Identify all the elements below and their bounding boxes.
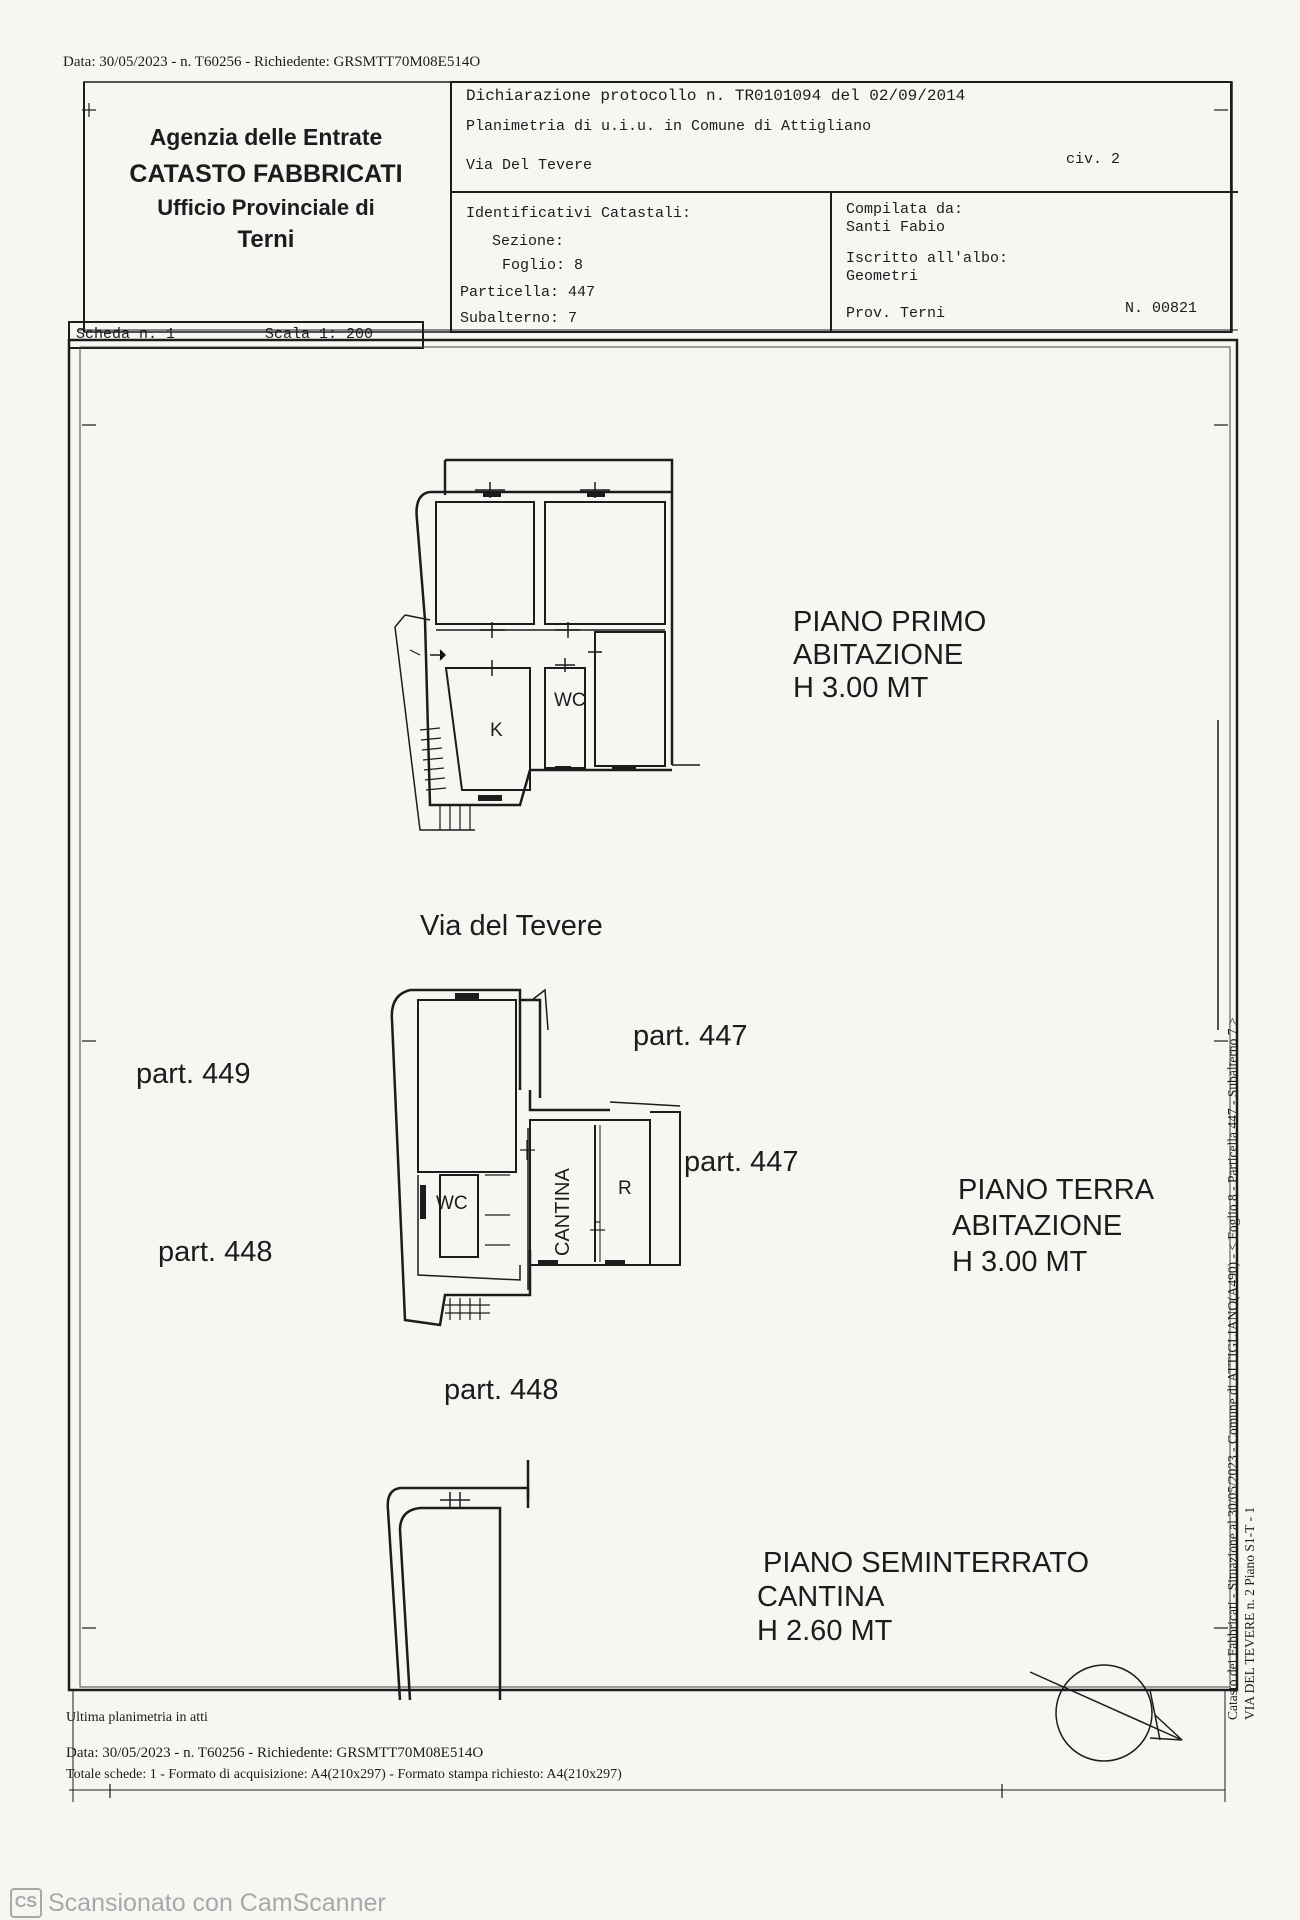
piano-terra-label: PIANO TERRA ABITAZIONE H 3.00 MT bbox=[952, 1174, 1155, 1278]
request-info-line: Data: 30/05/2023 - n. T60256 - Richiedente: GRSMTT70M08E514O bbox=[63, 54, 481, 70]
scheda-label: Scheda n. 1 bbox=[76, 326, 176, 343]
identifiers-title: Identificativi Catastali: bbox=[466, 205, 692, 222]
part-448-left-label: part. 448 bbox=[158, 1236, 273, 1268]
camscanner-logo-icon: CS bbox=[10, 1888, 42, 1918]
part-447-top-label: part. 447 bbox=[633, 1020, 748, 1052]
footer-data-line: Data: 30/05/2023 - n. T60256 - Richiedente: GRSMTT70M08E514O bbox=[66, 1745, 484, 1761]
piano-primo-label: PIANO PRIMO ABITAZIONE H 3.00 MT bbox=[793, 606, 987, 704]
room-r: R bbox=[618, 1178, 632, 1199]
province-field: Prov. Terni bbox=[846, 305, 946, 322]
part-447-mid-label: part. 447 bbox=[684, 1146, 799, 1178]
compiled-by-name: Santi Fabio bbox=[846, 219, 946, 236]
piano-seminterrato-label: PIANO SEMINTERRATO CANTINA H 2.60 MT bbox=[757, 1547, 1090, 1647]
vertical-catasto-note: Catasto dei Fabbricati - Situazione al 30/05/2023 - Comune di ATTIGLIANO(A490) - < Foglio 8 - Particella 447 - Subalterno 7 > VIA DEL TEVERE n. 2 Piano S1-T - 1 bbox=[1225, 1017, 1257, 1720]
camscanner-watermark bbox=[10, 1888, 386, 1918]
street-line: Via Del Tevere bbox=[466, 157, 593, 174]
sezione-field: Sezione: bbox=[492, 233, 565, 250]
room-wc-primo: WC bbox=[554, 690, 586, 711]
foglio-field: Foglio: 8 bbox=[502, 257, 584, 274]
scale-label: Scala 1: 200 bbox=[265, 326, 374, 343]
particella-field: Particella: 447 bbox=[460, 284, 596, 301]
part-448-bottom-label: part. 448 bbox=[444, 1374, 559, 1406]
subalterno-field: Subalterno: 7 bbox=[460, 310, 578, 327]
registered-value: Geometri bbox=[846, 268, 919, 285]
room-wc-terra: WC bbox=[436, 1193, 468, 1214]
last-plan-note: Ultima planimetria in atti bbox=[66, 1710, 208, 1725]
registration-number: N. 00821 bbox=[1125, 300, 1198, 317]
protocol-line: Dichiarazione protocollo n. TR0101094 del 02/09/2014 bbox=[466, 87, 966, 105]
room-cantina: CANTINA bbox=[552, 1168, 574, 1256]
registered-label: Iscritto all'albo: bbox=[846, 250, 1009, 267]
agency-name: Agenzia delle Entrate bbox=[149, 124, 383, 150]
office-city: Terni bbox=[237, 226, 295, 253]
compiled-by-label: Compilata da: bbox=[846, 201, 964, 218]
planimetry-line: Planimetria di u.i.u. in Comune di Attigliano bbox=[466, 118, 872, 135]
office-label: Ufficio Provinciale di bbox=[157, 195, 375, 220]
camscanner-text: Scansionato con CamScanner bbox=[48, 1888, 386, 1917]
part-449-label: part. 449 bbox=[136, 1058, 251, 1090]
street-name-label: Via del Tevere bbox=[420, 910, 603, 942]
room-kitchen: K bbox=[490, 720, 503, 741]
footer-totals-line: Totale schede: 1 - Formato di acquisizione: A4(210x297) - Formato stampa richiesto: A4(210x297) bbox=[66, 1767, 622, 1782]
civic-number: civ. 2 bbox=[1066, 151, 1121, 168]
catasto-title: CATASTO FABBRICATI bbox=[129, 160, 403, 188]
